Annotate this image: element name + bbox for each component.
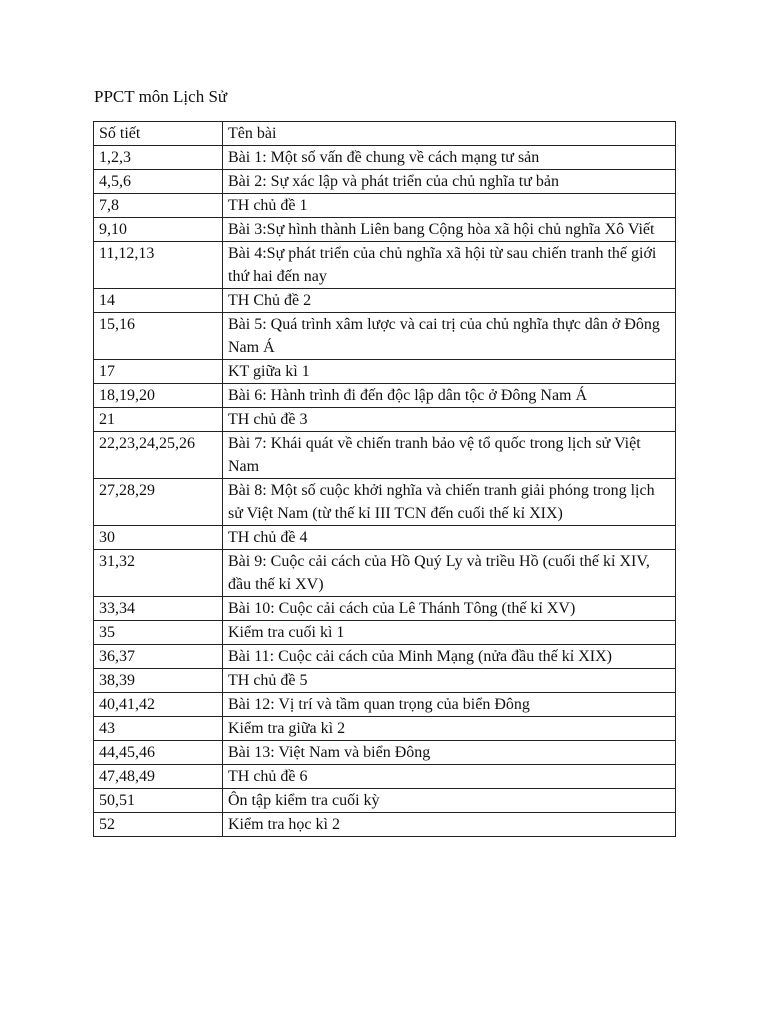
cell-periods: 1,2,3 bbox=[94, 146, 223, 170]
cell-lesson: Bài 6: Hành trình đi đến độc lập dân tộc ở Đông Nam Á bbox=[223, 384, 676, 408]
table-row bbox=[94, 289, 676, 313]
table-row bbox=[94, 218, 676, 242]
table-row bbox=[94, 146, 676, 170]
table-row bbox=[94, 621, 676, 645]
table-row bbox=[94, 789, 676, 813]
cell-lesson: Bài 4:Sự phát triển của chủ nghĩa xã hội từ sau chiến tranh thế giới thứ hai đến nay bbox=[223, 242, 676, 289]
header-periods: Số tiết bbox=[94, 122, 223, 146]
table-row bbox=[94, 194, 676, 218]
table-row bbox=[94, 669, 676, 693]
table-row bbox=[94, 813, 676, 837]
cell-lesson: Bài 1: Một số vấn đề chung về cách mạng tư sản bbox=[223, 146, 676, 170]
cell-lesson: Bài 9: Cuộc cải cách của Hồ Quý Ly và triều Hồ (cuối thế kỉ XIV, đầu thế kỉ XV) bbox=[223, 550, 676, 597]
cell-periods: 43 bbox=[94, 717, 223, 741]
table-row bbox=[94, 526, 676, 550]
cell-lesson: Bài 5: Quá trình xâm lược và cai trị của chủ nghĩa thực dân ở Đông Nam Á bbox=[223, 313, 676, 360]
header-lesson-name: Tên bài bbox=[223, 122, 676, 146]
cell-lesson: TH chủ đề 3 bbox=[223, 408, 676, 432]
table-row bbox=[94, 479, 676, 526]
cell-periods: 17 bbox=[94, 360, 223, 384]
cell-periods: 27,28,29 bbox=[94, 479, 223, 526]
cell-lesson: Bài 7: Khái quát về chiến tranh bảo vệ tổ quốc trong lịch sử Việt Nam bbox=[223, 432, 676, 479]
cell-periods: 7,8 bbox=[94, 194, 223, 218]
cell-lesson: Bài 12: Vị trí và tầm quan trọng của biển Đông bbox=[223, 693, 676, 717]
table-row bbox=[94, 693, 676, 717]
table-row bbox=[94, 765, 676, 789]
table-row bbox=[94, 432, 676, 479]
cell-periods: 47,48,49 bbox=[94, 765, 223, 789]
cell-periods: 4,5,6 bbox=[94, 170, 223, 194]
table-row bbox=[94, 313, 676, 360]
table-row bbox=[94, 550, 676, 597]
table-row bbox=[94, 597, 676, 621]
cell-lesson: Bài 3:Sự hình thành Liên bang Cộng hòa xã hội chủ nghĩa Xô Viết bbox=[223, 218, 676, 242]
cell-periods: 33,34 bbox=[94, 597, 223, 621]
cell-periods: 9,10 bbox=[94, 218, 223, 242]
cell-lesson: Bài 11: Cuộc cải cách của Minh Mạng (nửa đầu thế kỉ XIX) bbox=[223, 645, 676, 669]
table-row bbox=[94, 384, 676, 408]
cell-periods: 21 bbox=[94, 408, 223, 432]
cell-periods: 35 bbox=[94, 621, 223, 645]
cell-lesson: Kiểm tra giữa kì 2 bbox=[223, 717, 676, 741]
cell-lesson: Kiểm tra cuối kì 1 bbox=[223, 621, 676, 645]
cell-periods: 44,45,46 bbox=[94, 741, 223, 765]
cell-lesson: TH Chủ đề 2 bbox=[223, 289, 676, 313]
cell-periods: 36,37 bbox=[94, 645, 223, 669]
cell-lesson: Bài 13: Việt Nam và biển Đông bbox=[223, 741, 676, 765]
cell-periods: 18,19,20 bbox=[94, 384, 223, 408]
cell-lesson: KT giữa kì 1 bbox=[223, 360, 676, 384]
cell-lesson: TH chủ đề 6 bbox=[223, 765, 676, 789]
cell-lesson: Bài 2: Sự xác lập và phát triển của chủ nghĩa tư bản bbox=[223, 170, 676, 194]
cell-periods: 15,16 bbox=[94, 313, 223, 360]
cell-lesson: TH chủ đề 5 bbox=[223, 669, 676, 693]
table-row bbox=[94, 408, 676, 432]
table-header-row bbox=[94, 122, 676, 146]
cell-periods: 50,51 bbox=[94, 789, 223, 813]
document-title: PPCT môn Lịch Sử bbox=[94, 87, 228, 106]
cell-periods: 22,23,24,25,26 bbox=[94, 432, 223, 479]
table-row bbox=[94, 242, 676, 289]
cell-periods: 14 bbox=[94, 289, 223, 313]
cell-periods: 38,39 bbox=[94, 669, 223, 693]
cell-periods: 11,12,13 bbox=[94, 242, 223, 289]
cell-periods: 52 bbox=[94, 813, 223, 837]
cell-lesson: Ôn tập kiểm tra cuối kỳ bbox=[223, 789, 676, 813]
table-row bbox=[94, 645, 676, 669]
cell-lesson: Bài 10: Cuộc cải cách của Lê Thánh Tông (thế kỉ XV) bbox=[223, 597, 676, 621]
cell-lesson: TH chủ đề 1 bbox=[223, 194, 676, 218]
cell-lesson: TH chủ đề 4 bbox=[223, 526, 676, 550]
table-row bbox=[94, 170, 676, 194]
table-row bbox=[94, 741, 676, 765]
cell-lesson: Kiểm tra học kì 2 bbox=[223, 813, 676, 837]
cell-periods: 31,32 bbox=[94, 550, 223, 597]
cell-lesson: Bài 8: Một số cuộc khởi nghĩa và chiến tranh giải phóng trong lịch sử Việt Nam (từ thế kỉ III TCN đến cuối thế kỉ XIX) bbox=[223, 479, 676, 526]
cell-periods: 40,41,42 bbox=[94, 693, 223, 717]
table-row bbox=[94, 360, 676, 384]
lesson-schedule-table bbox=[93, 121, 676, 837]
table-row bbox=[94, 717, 676, 741]
cell-periods: 30 bbox=[94, 526, 223, 550]
